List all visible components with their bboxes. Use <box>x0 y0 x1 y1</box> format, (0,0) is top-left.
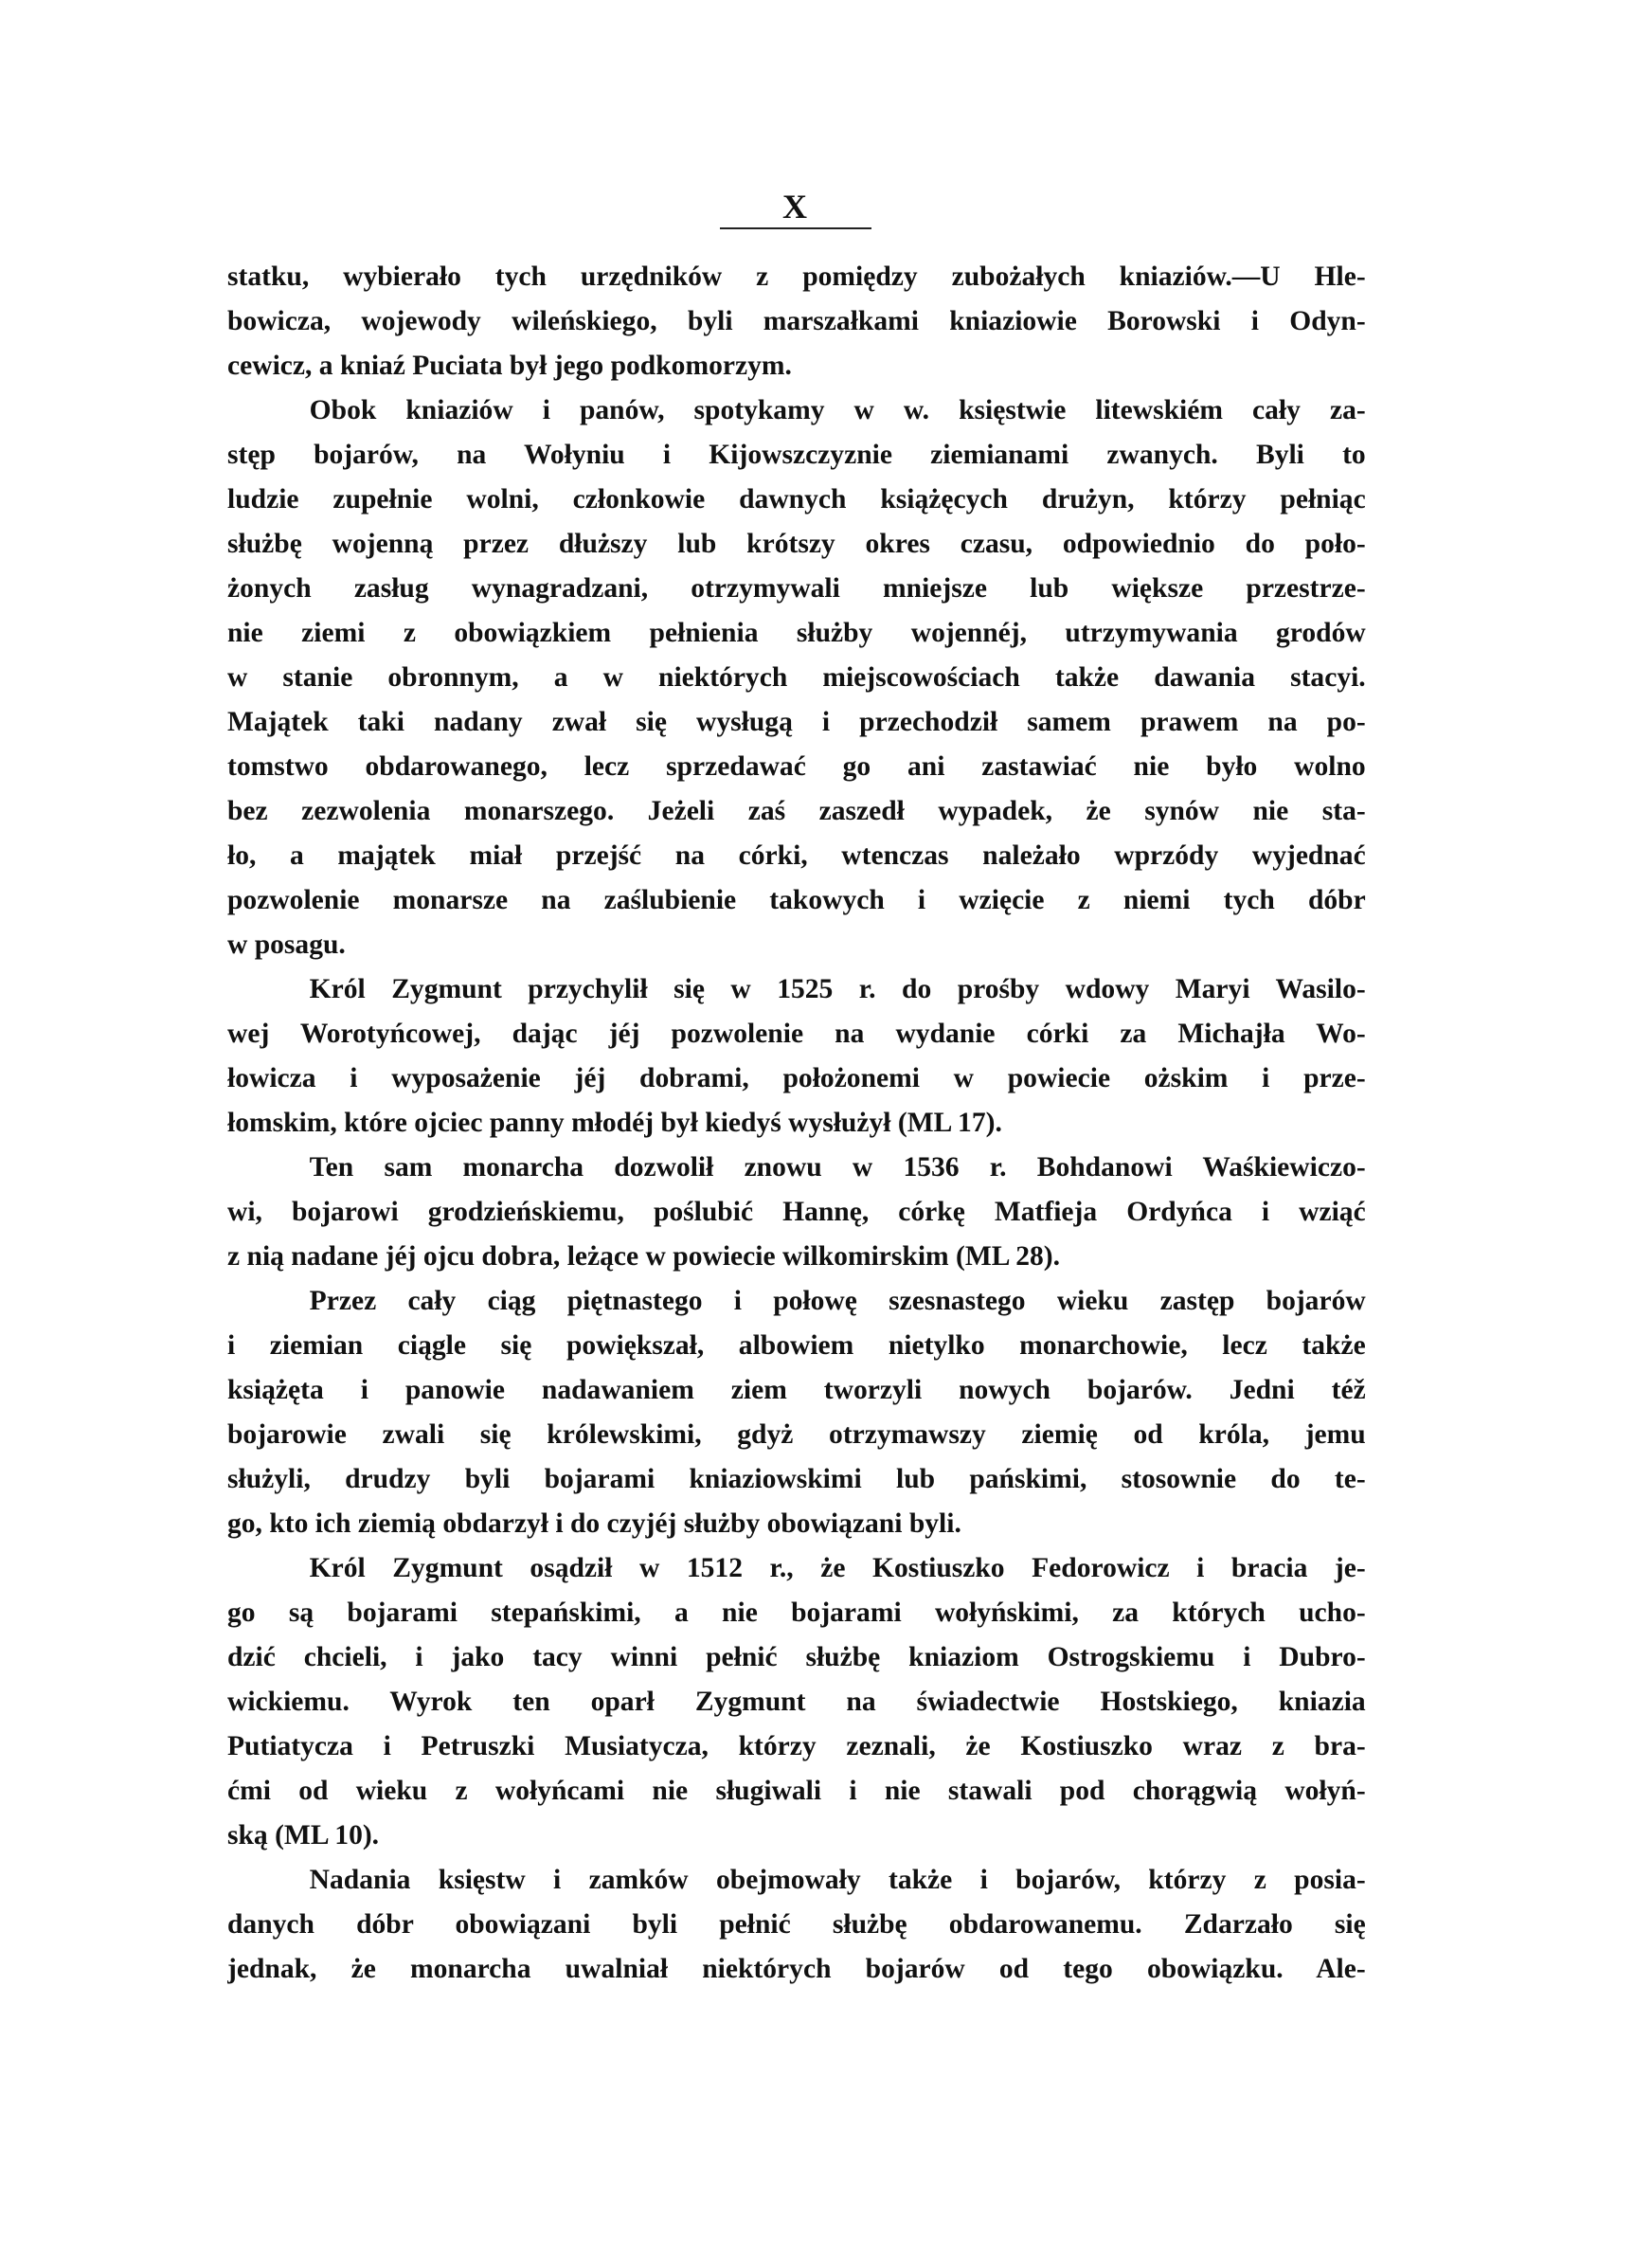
text-line: danych dóbr obowiązani byli pełnić służbę obdarowanemu. Zdarzało się <box>227 1908 1366 1940</box>
body-text <box>227 254 1366 1991</box>
text-line: ludzie zupełnie wolni, członkowie dawnych książęcych drużyn, którzy pełniąc <box>227 483 1366 515</box>
text-line: Putiatycza i Petruszki Musiatycza, którzy zeznali, że Kostiuszko wraz z bra- <box>227 1730 1366 1761</box>
text-line: służyli, drudzy byli bojarami kniaziowskimi lub pańskimi, stosownie do te- <box>227 1463 1366 1494</box>
text-line: bowicza, wojewody wileńskiego, byli marszałkami kniaziowie Borowski i Odyn- <box>227 305 1366 336</box>
text-line: Obok kniaziów i panów, spotykamy w w. księstwie litewskiém cały za- <box>309 394 1366 425</box>
text-line: służbę wojenną przez dłuższy lub krótszy okres czasu, odpowiednio do poło- <box>227 528 1366 559</box>
text-line: wickiemu. Wyrok ten oparł Zygmunt na świadectwie Hostskiego, kniazia <box>227 1686 1366 1717</box>
text-line: statku, wybierało tych urzędników z pomiędzy zubożałych kniaziów.—U Hle- <box>227 261 1366 292</box>
text-line: wej Worotyńcowej, dając jéj pozwolenie na wydanie córki za Michajła Wo- <box>227 1018 1366 1049</box>
text-line: wi, bojarowi grodzieńskiemu, poślubić Hannę, córkę Matfieja Ordyńca i wziąć <box>227 1196 1366 1227</box>
text-line: i ziemian ciągle się powiększał, albowiem nietylko monarchowie, lecz także <box>227 1329 1366 1361</box>
text-line: cewicz, a kniaź Puciata był jego podkomorzym. <box>227 350 792 381</box>
text-line: Król Zygmunt osądził w 1512 r., że Kostiuszko Fedorowicz i bracia je- <box>309 1552 1366 1583</box>
text-line: w posagu. <box>227 929 346 960</box>
text-line: nie ziemi z obowiązkiem pełnienia służby wojennéj, utrzymywania grodów <box>227 617 1366 648</box>
text-line: ćmi od wieku z wołyńcami nie sługiwali i nie stawali pod chorągwią wołyń- <box>227 1775 1366 1806</box>
text-line: łomskim, które ojciec panny młodéj był kiedyś wysłużył (ML 17). <box>227 1107 1002 1138</box>
text-line: go, kto ich ziemią obdarzył i do czyjéj służby obowiązani byli. <box>227 1508 961 1539</box>
text-line: łowicza i wyposażenie jéj dobrami, położonemi w powiecie ożskim i prze- <box>227 1062 1366 1093</box>
page-header <box>720 188 871 229</box>
page-number: X <box>782 188 809 226</box>
text-line: stęp bojarów, na Wołyniu i Kijowszczyznie ziemianami zwanych. Byli to <box>227 439 1366 470</box>
text-line: bez zezwolenia monarszego. Jeżeli zaś zaszedł wypadek, że synów nie sta- <box>227 795 1366 826</box>
text-line: żonych zasług wynagradzani, otrzymywali mniejsze lub większe przestrze- <box>227 572 1366 604</box>
text-line: Ten sam monarcha dozwolił znowu w 1536 r. Bohdanowi Waśkiewiczo- <box>309 1151 1366 1183</box>
text-line: ską (ML 10). <box>227 1819 380 1851</box>
text-line: jednak, że monarcha uwalniał niektórych bojarów od tego obowiązku. Ale- <box>227 1953 1366 1984</box>
text-line: Król Zygmunt przychylił się w 1525 r. do prośby wdowy Maryi Wasilo- <box>309 973 1366 1004</box>
text-line: go są bojarami stepańskimi, a nie bojarami wołyńskimi, za których ucho- <box>227 1597 1366 1628</box>
text-line: w stanie obronnym, a w niektórych miejscowościach także dawania stacyi. <box>227 661 1366 693</box>
text-line: pozwolenie monarsze na zaślubienie takowych i wzięcie z niemi tych dóbr <box>227 884 1366 915</box>
text-line: z nią nadane jéj ojcu dobra, leżące w powiecie wilkomirskim (ML 28). <box>227 1240 1061 1272</box>
text-line: tomstwo obdarowanego, lecz sprzedawać go ani zastawiać nie było wolno <box>227 750 1366 782</box>
text-line: bojarowie zwali się królewskimi, gdyż otrzymawszy ziemię od króla, jemu <box>227 1418 1366 1450</box>
text-line: Przez cały ciąg piętnastego i połowę szesnastego wieku zastęp bojarów <box>309 1285 1366 1316</box>
text-line: ło, a majątek miał przejść na córki, wtenczas należało wprzódy wyjednać <box>227 840 1366 871</box>
header-rule <box>720 227 871 229</box>
text-line: Majątek taki nadany zwał się wysługą i przechodził samem prawem na po- <box>227 706 1366 737</box>
text-line: Nadania księstw i zamków obejmowały także i bojarów, którzy z posia- <box>309 1864 1366 1895</box>
text-line: książęta i panowie nadawaniem ziem tworzyli nowych bojarów. Jedni též <box>227 1374 1366 1405</box>
text-line: dzić chcieli, i jako tacy winni pełnić służbę kniaziom Ostrogskiemu i Dubro- <box>227 1641 1366 1672</box>
